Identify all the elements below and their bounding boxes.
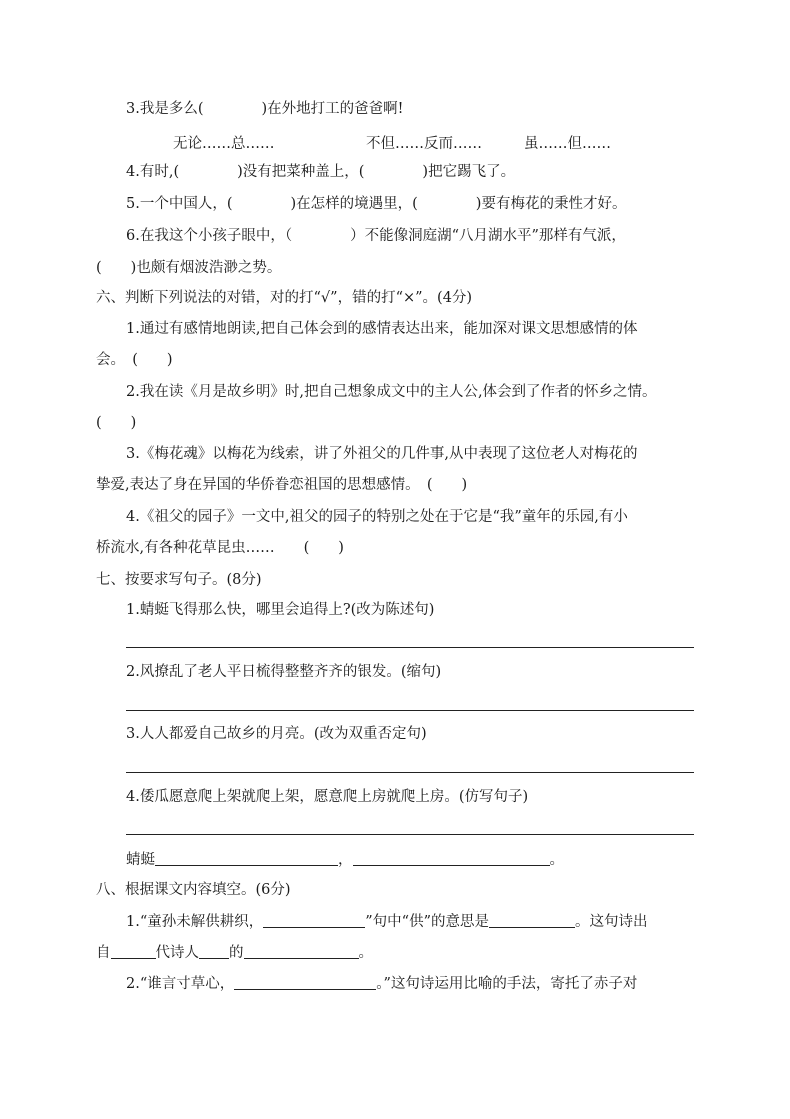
q6-item-1-line-1: 1.通过有感情地朗读,把自己体会到的感情表达出来，能加深对课文思想感情的体 bbox=[126, 321, 638, 337]
q8-blank-meaning[interactable] bbox=[489, 912, 575, 928]
q7-item-2: 2.风撩乱了老人平日梳得整整齐齐的银发。(缩句) bbox=[126, 664, 442, 680]
answer-line-3[interactable] bbox=[126, 772, 694, 773]
option-1: 无论……总…… bbox=[173, 136, 275, 152]
imitation-start: 蜻蜓 bbox=[126, 852, 155, 868]
q8-item-1-line-2 bbox=[96, 943, 373, 963]
q8-item-2-text-b: 。”这句诗运用比喻的手法，寄托了赤子对 bbox=[376, 976, 638, 992]
answer-line-1[interactable] bbox=[126, 647, 694, 648]
q5-item-4: 4.有时,( )没有把菜种盖上，( )把它踢飞了。 bbox=[126, 164, 516, 180]
q8-item-1-text-g: 。 bbox=[358, 945, 373, 961]
q8-item-1-line-1 bbox=[126, 912, 648, 932]
q8-blank-poet[interactable] bbox=[199, 943, 229, 959]
q7-item-4: 4.倭瓜愿意爬上架就爬上架，愿意爬上房就爬上房。(仿写句子) bbox=[126, 789, 529, 805]
q8-item-1-text-e: 代诗人 bbox=[155, 945, 199, 961]
q5-item-6-line-1: 6.在我这个小孩子眼中，（ ）不能像洞庭湖“八月湖水平”那样有气派， bbox=[126, 228, 626, 244]
q5-item-6-line-2: ( )也颇有烟波浩渺之势。 bbox=[96, 260, 282, 276]
q8-blank-poem-title[interactable] bbox=[244, 943, 359, 959]
section-8-heading: 八、根据课文内容填空。(6分) bbox=[96, 882, 291, 898]
answer-line-2[interactable] bbox=[126, 710, 694, 711]
imitation-blank-1[interactable] bbox=[155, 850, 338, 866]
q8-blank-poem-line[interactable] bbox=[263, 912, 365, 928]
section-7-heading: 七、按要求写句子。(8分) bbox=[96, 572, 262, 588]
q8-item-1-text-a: 1.“童孙未解供耕织， bbox=[126, 914, 264, 930]
section-6-heading: 六、判断下列说法的对错，对的打“√”，错的打“×”。(4分) bbox=[96, 290, 473, 306]
q8-item-2-text-a: 2.“谁言寸草心， bbox=[126, 976, 235, 992]
q6-item-3-line-2: 挚爱,表达了身在异国的华侨眷恋祖国的思想感情。 ( ) bbox=[96, 477, 468, 493]
q8-item-1-text-d: 自 bbox=[96, 945, 111, 961]
option-3: 虽……但…… bbox=[524, 136, 611, 152]
q6-item-2-line-2: ( ) bbox=[96, 415, 137, 431]
imitation-blank-2[interactable] bbox=[353, 850, 550, 866]
q6-item-3-line-1: 3.《梅花魂》以梅花为线索，讲了外祖父的几件事,从中表现了这位老人对梅花的 bbox=[126, 446, 638, 462]
q5-item-3: 3.我是多么( )在外地打工的爸爸啊! bbox=[126, 101, 404, 117]
q8-blank-dynasty[interactable] bbox=[111, 943, 156, 959]
imitation-end: 。 bbox=[549, 852, 564, 868]
q8-item-1-text-f: 的 bbox=[229, 945, 244, 961]
q8-item-1-text-b: ”句中“供”的意思是 bbox=[365, 914, 489, 930]
q8-blank-poem-line-2[interactable] bbox=[234, 974, 376, 990]
q7-item-3: 3.人人都爱自己故乡的月亮。(改为双重否定句) bbox=[126, 726, 427, 742]
q5-item-5: 5.一个中国人，( )在怎样的境遇里，( )要有梅花的秉性才好。 bbox=[126, 196, 627, 212]
q7-imitation-line bbox=[126, 850, 564, 870]
q8-item-1-text-c: 。这句诗出 bbox=[575, 914, 648, 930]
option-2: 不但……反而…… bbox=[366, 136, 482, 152]
q6-item-2-line-1: 2.我在读《月是故乡明》时,把自己想象成文中的主人公,体会到了作者的怀乡之情。 bbox=[126, 384, 657, 400]
q6-item-4-line-2: 桥流水,有各种花草昆虫…… ( ) bbox=[96, 540, 344, 556]
imitation-comma: ， bbox=[338, 852, 353, 868]
q6-item-1-line-2: 会。 ( ) bbox=[96, 352, 173, 368]
q6-item-4-line-1: 4.《祖父的园子》一文中,祖父的园子的特别之处在于它是“我”童年的乐园,有小 bbox=[126, 509, 628, 525]
q7-item-1: 1.蜻蜓飞得那么快，哪里会追得上?(改为陈述句) bbox=[126, 602, 435, 618]
q8-item-2-line-1 bbox=[126, 974, 637, 994]
answer-line-4[interactable] bbox=[126, 834, 694, 835]
